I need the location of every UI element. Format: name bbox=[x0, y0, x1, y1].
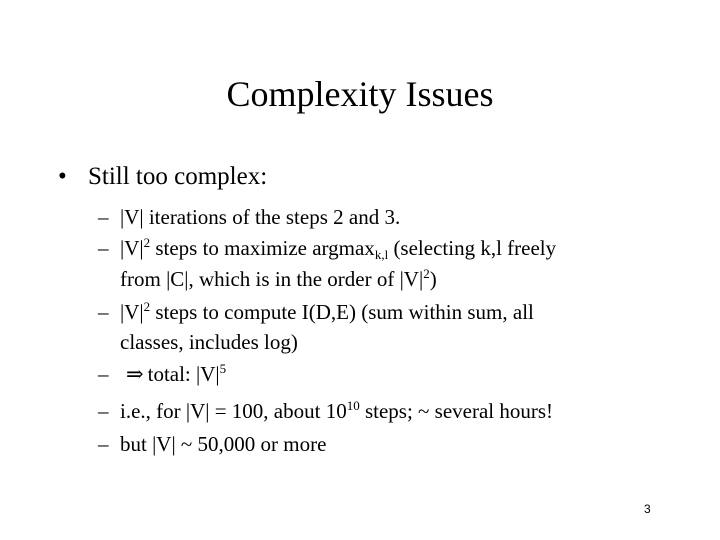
sub-bullet-5-text: i.e., for |V| = 100, about $10^{10}$ steps; ~ several hours! bbox=[120, 398, 554, 423]
sub-bullet-3-text: $|V|^2$ steps to compute I(D,E) (sum within sum, all bbox=[120, 299, 534, 324]
sub-bullet-2-text: $|V|^2$ steps to maximize argmax$_{k,l}$ (selecting k,l freely bbox=[120, 235, 557, 262]
dash-marker: – bbox=[98, 362, 109, 386]
sub-bullet-1-text: |V| iterations of the steps 2 and 3. bbox=[120, 205, 401, 229]
dash-marker: – bbox=[98, 432, 109, 456]
dash-marker: – bbox=[98, 399, 109, 423]
bullet-text: Still too complex: bbox=[88, 163, 268, 190]
bullet-marker: • bbox=[58, 163, 67, 190]
dash-marker: – bbox=[98, 300, 109, 324]
dash-marker: – bbox=[98, 236, 109, 260]
sub-bullet-6-text: but |V| ~ 50,000 or more bbox=[120, 432, 327, 456]
implies-arrow-icon: ⇒ bbox=[126, 362, 144, 386]
slide-title: Complexity Issues bbox=[226, 74, 494, 114]
dash-marker: – bbox=[98, 205, 109, 229]
main-bullet bbox=[58, 161, 267, 193]
page-number: 3 bbox=[644, 502, 651, 516]
sub-bullet-4-text: ⇒ total: $|V|^5$ bbox=[126, 361, 227, 386]
